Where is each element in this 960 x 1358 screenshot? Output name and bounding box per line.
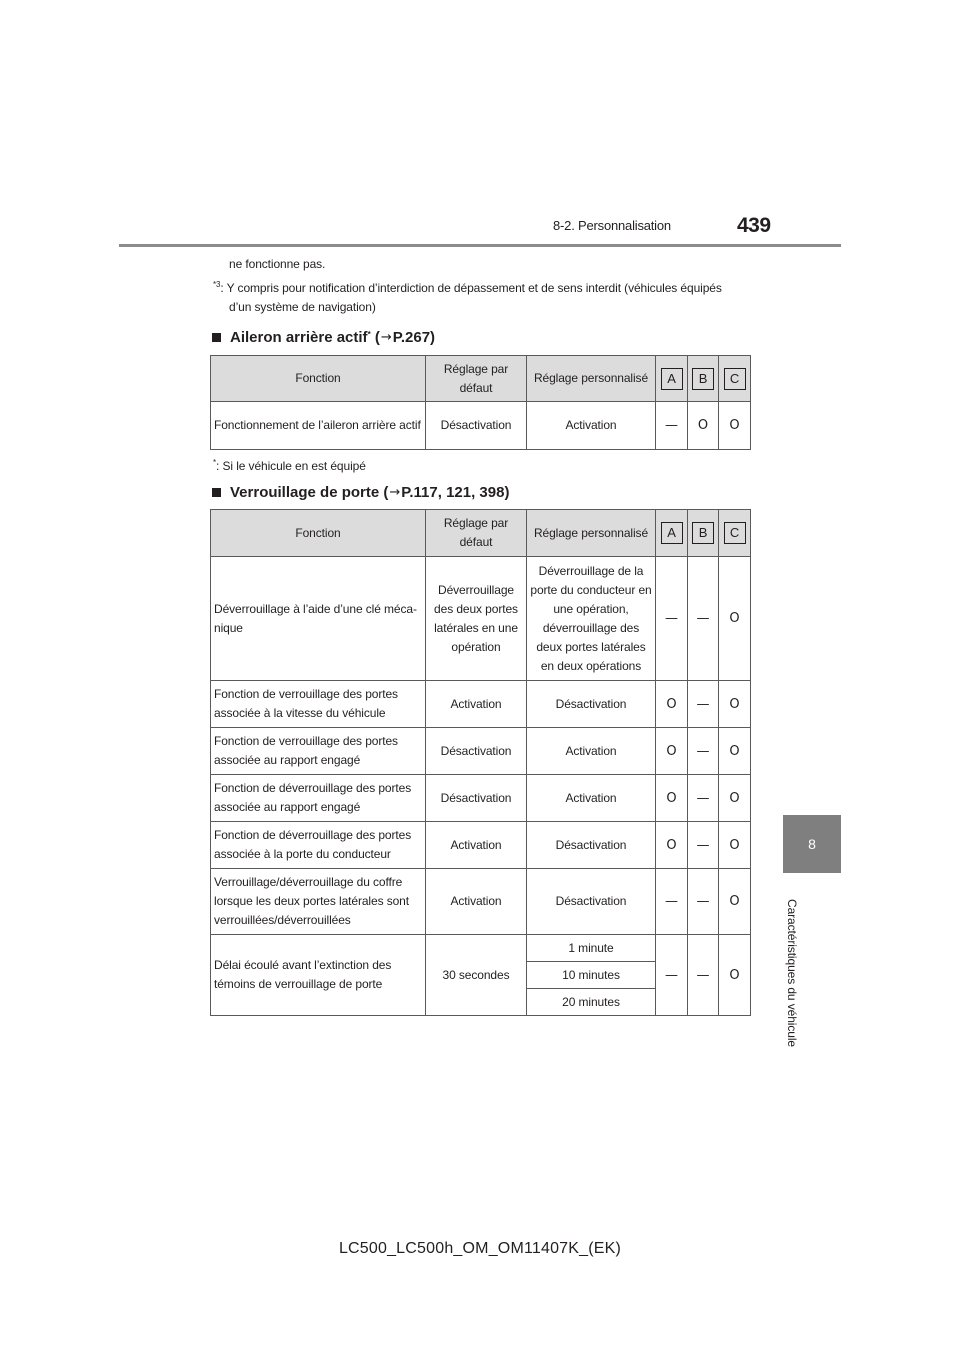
col-header-c	[719, 356, 751, 402]
table-row	[211, 822, 751, 869]
col-header-perso: Réglage personnalisé	[527, 356, 656, 402]
note-3-text: : Y compris pour notification d’interdiction de dépassement et de sens interdit (véhicules équipés	[220, 281, 722, 295]
cell-c: O	[719, 402, 751, 450]
cell-defaut: Activation	[426, 681, 527, 728]
table-row	[211, 728, 751, 775]
section2-ref: P.117, 121, 398)	[401, 484, 510, 501]
cell-fonction: Fonction de verrouillage des portes associée à la vitesse du véhicule	[211, 681, 426, 728]
table-row	[211, 402, 751, 450]
footnote-star	[213, 457, 366, 475]
cell-c: O	[719, 869, 751, 935]
cell-defaut: Activation	[426, 822, 527, 869]
cell-c: O	[719, 728, 751, 775]
cell-a: O	[656, 681, 688, 728]
note-3	[213, 279, 722, 297]
section1-ref: P.267)	[392, 329, 436, 346]
arrow-right-icon: →	[380, 330, 392, 345]
cell-fonction: Délai écoulé avant l’extinction des témoins de verrouillage de porte	[211, 935, 426, 1016]
cell-perso: Activation	[527, 402, 656, 450]
cell-perso: Désactivation	[527, 681, 656, 728]
cell-a: —	[656, 869, 688, 935]
section2-heading: Verrouillage de porte ( → P.117, 121, 398)	[212, 484, 509, 501]
cell-perso: Activation	[527, 728, 656, 775]
cell-perso: Activation	[527, 775, 656, 822]
cell-defaut: Désactivation	[426, 728, 527, 775]
table-row	[211, 775, 751, 822]
cell-perso: Désactivation	[527, 822, 656, 869]
cell-b: —	[688, 935, 719, 1016]
mode-c-label: C	[724, 368, 746, 390]
note-3-marker: *3	[213, 280, 221, 289]
cell-a: O	[656, 728, 688, 775]
cell-defaut: Activation	[426, 869, 527, 935]
table-row	[211, 935, 751, 962]
chapter-tab	[783, 815, 841, 873]
footnote-text: : Si le véhicule en est équipé	[216, 459, 366, 473]
cell-option-1: 1 minute	[527, 935, 656, 962]
table-row	[211, 869, 751, 935]
col-header-a	[656, 356, 688, 402]
page-number: 439	[737, 214, 771, 237]
mode-b-label: B	[692, 368, 714, 390]
section1-star: *	[367, 330, 371, 339]
cell-fonction: Déverrouillage à l’aide d’une clé méca-nique	[211, 557, 426, 681]
cell-defaut: 30 secondes	[426, 935, 527, 1016]
cell-fonction: Fonction de verrouillage des portes associée au rapport engagé	[211, 728, 426, 775]
col-header-defaut: Réglage par défaut	[426, 510, 527, 557]
chapter-label	[779, 888, 805, 1058]
cell-c: O	[719, 557, 751, 681]
section1-heading: Aileron arrière actif * ( → P.267)	[212, 329, 435, 346]
cell-option-3: 20 minutes	[527, 989, 656, 1016]
cell-perso: Désactivation	[527, 869, 656, 935]
cell-c: O	[719, 822, 751, 869]
footnote-marker: *	[213, 458, 217, 467]
cell-b: —	[688, 728, 719, 775]
section2-title: Verrouillage de porte	[230, 484, 380, 501]
col-header-b	[688, 510, 719, 557]
arrow-right-icon: →	[389, 485, 401, 500]
mode-a-label: A	[661, 522, 683, 544]
col-header-a	[656, 510, 688, 557]
cell-fonction: Fonction de déverrouillage des portes associée au rapport engagé	[211, 775, 426, 822]
note-3-text-2: d’un système de navigation)	[229, 300, 376, 314]
cell-fonction: Fonction de déverrouillage des portes associée à la porte du conducteur	[211, 822, 426, 869]
cell-b: —	[688, 681, 719, 728]
table-row	[211, 557, 751, 681]
cell-defaut: Déverrouillage des deux portes latérales en une opération	[426, 557, 527, 681]
cell-b: —	[688, 775, 719, 822]
cell-c: O	[719, 775, 751, 822]
col-header-c	[719, 510, 751, 557]
cell-a: —	[656, 402, 688, 450]
bullet-square-icon	[212, 333, 221, 342]
cell-a: O	[656, 775, 688, 822]
table-aileron	[210, 355, 751, 450]
chapter-label-text: Caractéristiques du véhicule	[785, 899, 799, 1047]
col-header-fonction: Fonction	[211, 510, 426, 557]
cell-b: —	[688, 557, 719, 681]
document-code: LC500_LC500h_OM_OM11407K_(EK)	[338, 1240, 622, 1257]
mode-a-label: A	[661, 368, 683, 390]
cell-fonction: Verrouillage/déverrouillage du coffre lorsque les deux portes latérales sont verrouillées/déverrouillées	[211, 869, 426, 935]
cell-c: O	[719, 935, 751, 1016]
cell-defaut: Désactivation	[426, 775, 527, 822]
section-title: 8-2. Personnalisation	[553, 218, 671, 233]
cell-b: —	[688, 822, 719, 869]
table-row	[211, 681, 751, 728]
bullet-square-icon	[212, 488, 221, 497]
header-rule	[119, 244, 841, 247]
col-header-fonction: Fonction	[211, 356, 426, 402]
cell-defaut: Désactivation	[426, 402, 527, 450]
mode-c-label: C	[724, 522, 746, 544]
cell-option-2: 10 minutes	[527, 962, 656, 989]
chapter-number: 8	[808, 836, 816, 852]
cell-a: O	[656, 822, 688, 869]
cell-b: O	[688, 402, 719, 450]
table-verrouillage	[210, 509, 751, 1016]
mode-b-label: B	[692, 522, 714, 544]
col-header-perso: Réglage personnalisé	[527, 510, 656, 557]
section1-title: Aileron arrière actif	[230, 329, 368, 346]
col-header-b	[688, 356, 719, 402]
cell-b: —	[688, 869, 719, 935]
cell-c: O	[719, 681, 751, 728]
cell-a: —	[656, 557, 688, 681]
cell-perso: Déverrouillage de la porte du conducteur en une opération, déverrouillage des deux portes latérales en deux opérations	[527, 557, 656, 681]
note-continuation: ne fonctionne pas.	[229, 257, 326, 271]
col-header-defaut: Réglage par défaut	[426, 356, 527, 402]
cell-fonction: Fonctionnement de l’aileron arrière actif	[211, 402, 426, 450]
cell-a: —	[656, 935, 688, 1016]
